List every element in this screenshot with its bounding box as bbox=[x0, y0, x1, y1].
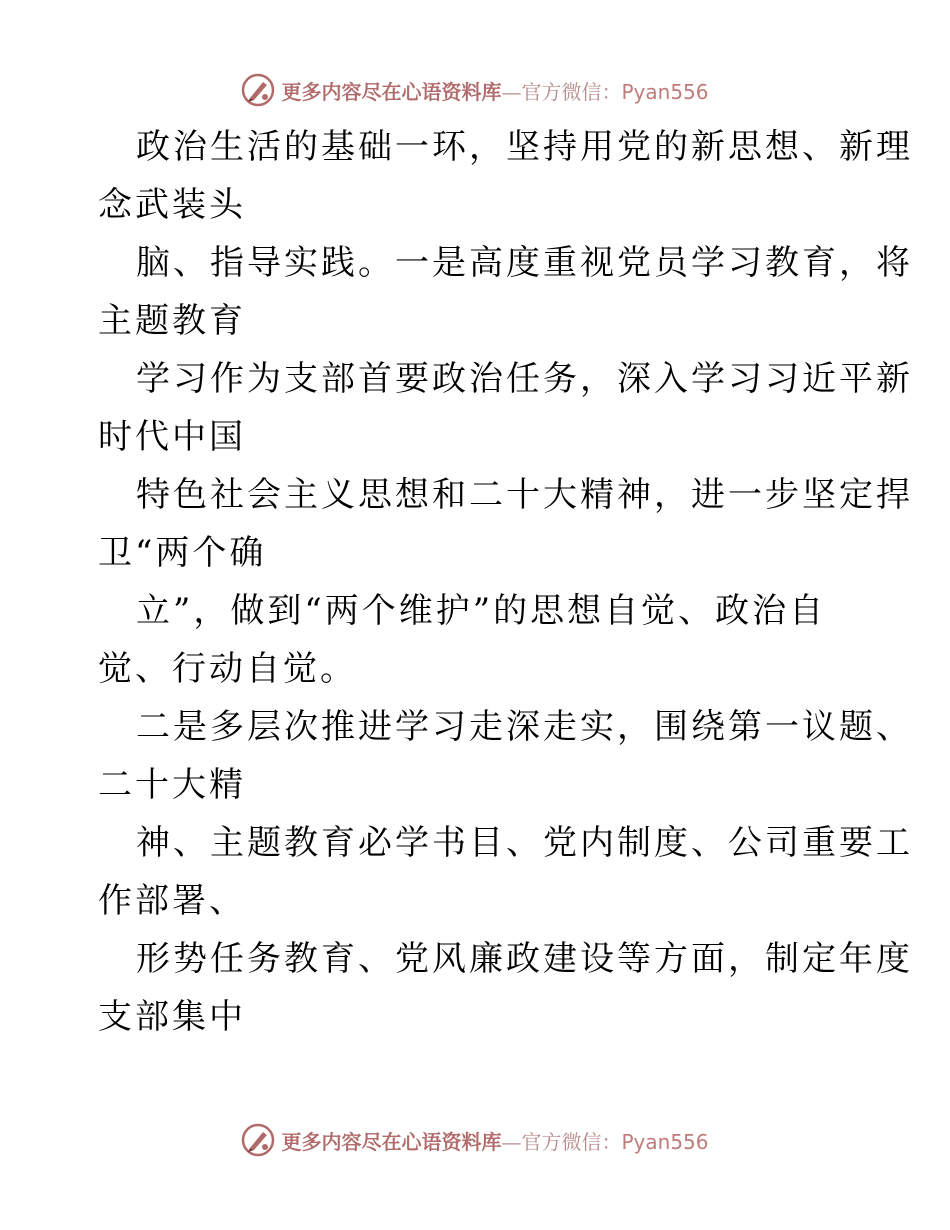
pen-logo-icon bbox=[241, 1123, 275, 1157]
watermark-brand: 更多内容尽在心语资料库 bbox=[281, 1129, 502, 1154]
body-line: 形势任务教育、党风廉政建设等方面，制定年度 bbox=[136, 939, 913, 979]
body-line: 时代中国 bbox=[98, 417, 246, 457]
watermark-wechat-id: Pyan556 bbox=[621, 79, 709, 104]
body-line: 作部署、 bbox=[98, 881, 246, 921]
watermark-separator: — bbox=[501, 79, 522, 104]
body-line: 卫“两个确 bbox=[98, 533, 267, 573]
watermark-wechat-label: 官方微信： bbox=[521, 79, 622, 104]
body-line: 二是多层次推进学习走深走实，围绕第一议题、 bbox=[136, 707, 913, 747]
body-line: 支部集中 bbox=[98, 997, 246, 1037]
header-watermark bbox=[0, 70, 950, 110]
body-line: 学习作为支部首要政治任务，深入学习习近平新 bbox=[136, 359, 913, 399]
document-body bbox=[98, 118, 913, 1046]
body-line: 二十大精 bbox=[98, 765, 246, 805]
watermark-separator: — bbox=[501, 1129, 522, 1154]
body-line: 政治生活的基础一环，坚持用党的新思想、新理 bbox=[136, 127, 913, 167]
body-line: 主题教育 bbox=[98, 301, 246, 341]
pen-logo-icon bbox=[241, 73, 275, 107]
footer-watermark bbox=[0, 1120, 950, 1160]
watermark-brand: 更多内容尽在心语资料库 bbox=[281, 79, 502, 104]
watermark-text bbox=[281, 1126, 708, 1155]
body-line: 神、主题教育必学书目、党内制度、公司重要工 bbox=[136, 823, 913, 863]
body-line: 脑、指导实践。一是高度重视党员学习教育，将 bbox=[136, 243, 913, 283]
watermark-text bbox=[281, 76, 708, 105]
body-line: 立”，做到“两个维护”的思想自觉、政治自 bbox=[136, 591, 827, 631]
body-line: 念武装头 bbox=[98, 185, 246, 225]
body-line: 特色社会主义思想和二十大精神，进一步坚定捍 bbox=[136, 475, 913, 515]
watermark-wechat-label: 官方微信： bbox=[521, 1129, 622, 1154]
watermark-wechat-id: Pyan556 bbox=[621, 1129, 709, 1154]
body-line: 觉、行动自觉。 bbox=[98, 649, 357, 689]
